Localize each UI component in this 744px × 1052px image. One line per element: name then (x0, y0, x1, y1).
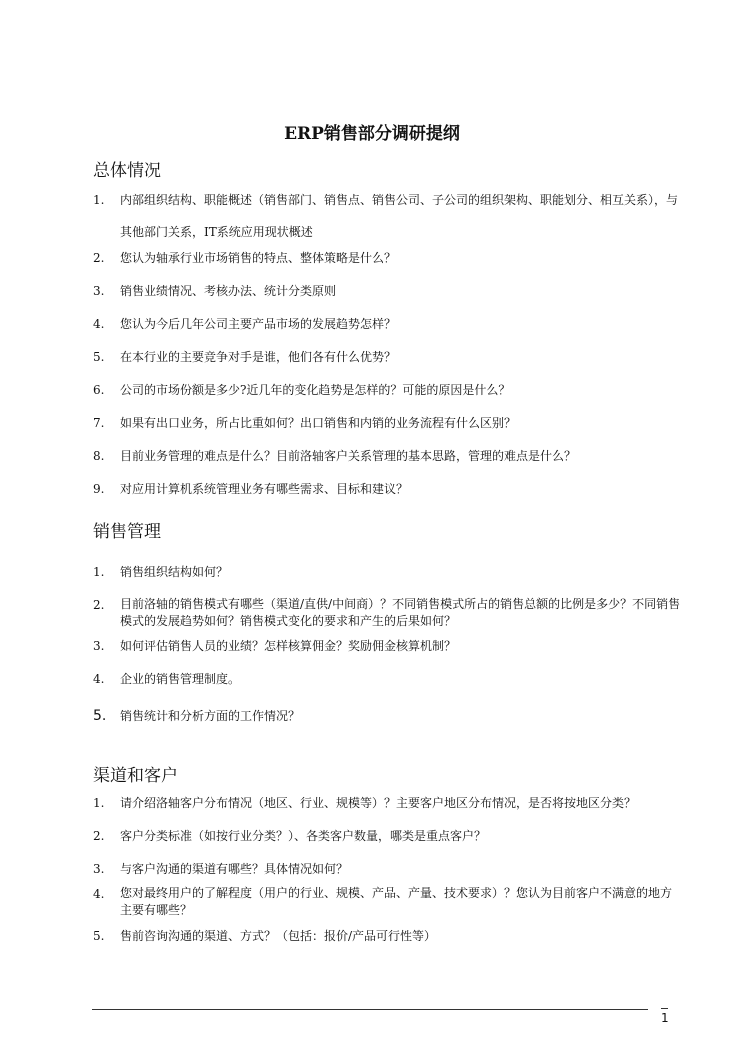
item-number: 6. (93, 383, 105, 397)
item-number: 7. (93, 416, 105, 430)
item-text: 客户分类标准（如按行业分类？）、各类客户数量，哪类是重点客户？ (120, 829, 487, 843)
item-text: 在本行业的主要竞争对手是谁，他们各有什么优势？ (120, 350, 397, 364)
list-item (93, 793, 683, 813)
item-number: 4. (93, 887, 105, 901)
list-item (93, 347, 683, 367)
item-number: 2. (93, 598, 105, 612)
item-text: 您认为今后几年公司主要产品市场的发展趋势怎样？ (120, 317, 397, 331)
list-item (93, 479, 683, 499)
item-text: 如果有出口业务，所占比重如何？出口销售和内销的业务流程有什么区别？ (120, 416, 517, 430)
list-item (93, 636, 683, 656)
page-number: 1 (661, 1011, 669, 1025)
list-item (93, 926, 683, 946)
item-number: 1. (93, 796, 105, 810)
item-text: 与客户沟通的渠道有哪些？具体情况如何？ (120, 862, 349, 876)
list-item (93, 413, 683, 433)
item-text: 销售组织结构如何？ (120, 565, 229, 579)
list-item (93, 669, 683, 689)
list-item (93, 826, 683, 846)
list-item (93, 190, 683, 248)
item-number: 2. (93, 251, 105, 265)
section-heading-overview: 总体情况 (93, 161, 161, 181)
item-number: 1. (93, 565, 105, 579)
section-heading-channels-customers: 渠道和客户 (93, 766, 178, 786)
item-text: 您对最终用户的了解程度（用户的行业、规模、产品、产量、技术要求）？您认为目前客户不满意的地方主要有哪些？ (120, 886, 673, 917)
page-title: ERP销售部分调研提纲 (284, 124, 460, 144)
item-number: 2. (93, 829, 105, 843)
list-item (93, 248, 683, 268)
list-item (93, 446, 683, 466)
item-number: 5. (93, 350, 105, 364)
list-item (93, 706, 683, 726)
footer-page-mark (661, 1008, 668, 1009)
section-heading-sales-management: 销售管理 (93, 522, 161, 542)
item-text: 企业的销售管理制度。 (120, 672, 241, 686)
item-text: 公司的市场份额是多少?近几年的变化趋势是怎样的？可能的原因是什么？ (120, 383, 511, 397)
item-text: 对应用计算机系统管理业务有哪些需求、目标和建议？ (120, 482, 409, 496)
list-item (93, 884, 683, 919)
item-text: 请介绍洛轴客户分布情况（地区、行业、规模等）？主要客户地区分布情况，是否将按地区分类？ (120, 796, 637, 810)
item-text: 目前业务管理的难点是什么？目前洛轴客户关系管理的基本思路，管理的难点是什么？ (120, 449, 577, 463)
item-number: 8. (93, 449, 105, 463)
item-text: 目前洛轴的销售模式有哪些（渠道/直供/中间商）？不同销售模式所占的销售总额的比例是多少？不同销售模式的发展趋势如何？销售模式变化的要求和产生的后果如何？ (120, 597, 681, 628)
list-item (93, 314, 683, 334)
item-number: 4. (93, 672, 105, 686)
item-number: 4. (93, 317, 105, 331)
item-text: 您认为轴承行业市场销售的特点、整体策略是什么？ (120, 251, 397, 265)
item-text: 内部组织结构、职能概述（销售部门、销售点、销售公司、子公司的组织架构、职能划分、相互关系），与其他部门关系，IT系统应用现状概述 (120, 193, 679, 239)
item-text: 销售统计和分析方面的工作情况？ (120, 709, 301, 723)
item-number: 3. (93, 862, 105, 876)
list-item (93, 562, 683, 582)
item-text: 售前咨询沟通的渠道、方式？（包括：报价/产品可行性等） (120, 929, 437, 943)
list-item (93, 380, 683, 400)
item-number: 9. (93, 482, 105, 496)
item-number: 5. (93, 708, 107, 724)
footer-divider (92, 1009, 648, 1010)
list-item (93, 859, 683, 879)
item-number: 1. (93, 193, 105, 207)
item-number: 3. (93, 284, 105, 298)
item-text: 如何评估销售人员的业绩？怎样核算佣金？奖励佣金核算机制？ (120, 639, 457, 653)
list-item (93, 281, 683, 301)
item-number: 5. (93, 929, 105, 943)
item-number: 3. (93, 639, 105, 653)
list-item (93, 595, 683, 630)
item-text: 销售业绩情况、考核办法、统计分类原则 (120, 284, 337, 298)
